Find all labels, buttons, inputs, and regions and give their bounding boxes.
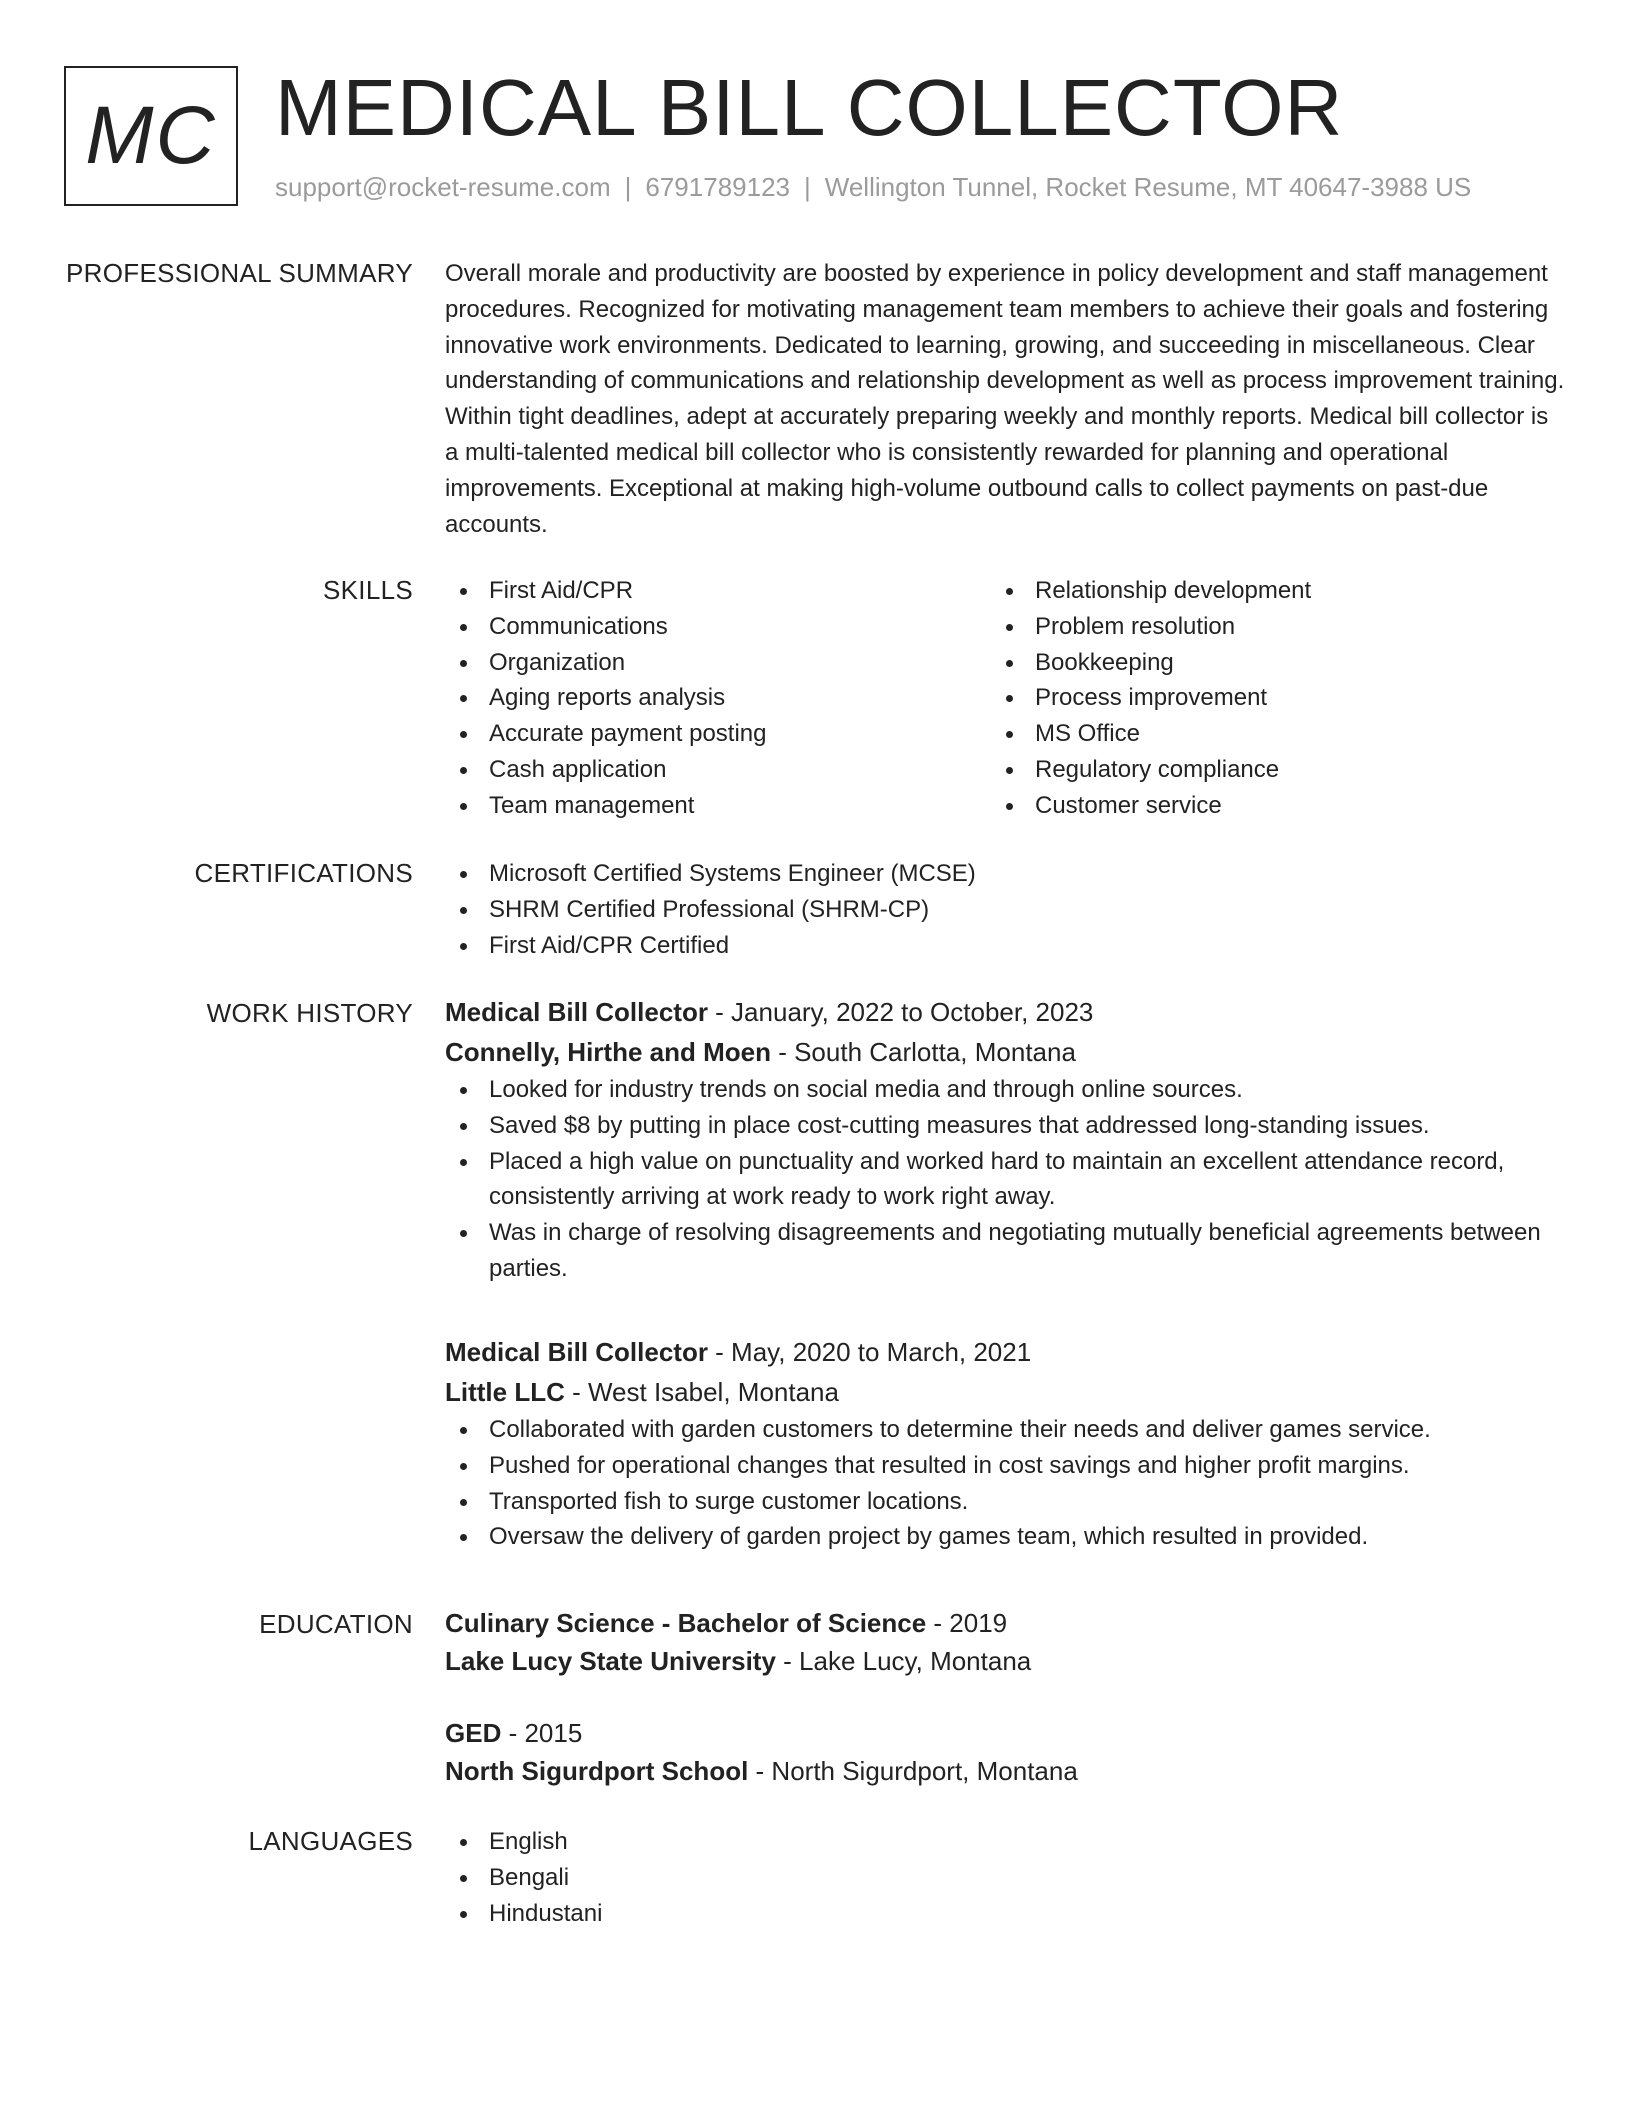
language-item: Hindustani	[445, 1896, 1565, 1932]
job-dates: - May, 2020 to March, 2021	[707, 1337, 1032, 1367]
job-duties-list	[445, 1412, 1565, 1555]
certification-item: Microsoft Certified Systems Engineer (MCSE)	[445, 856, 1565, 892]
job-duty: Was in charge of resolving disagreements and negotiating mutually beneficial agreements between parties.	[445, 1215, 1565, 1287]
job-title: Medical Bill Collector	[445, 997, 708, 1027]
contact-email[interactable]: support@rocket-resume.com	[275, 172, 611, 202]
monogram-badge: MC	[64, 66, 238, 206]
education-degree-line	[445, 1714, 1565, 1752]
contact-separator: |	[624, 172, 632, 202]
job-company-line	[445, 1032, 1565, 1072]
skill-item: Problem resolution	[991, 609, 1537, 645]
skill-item: Relationship development	[991, 573, 1537, 609]
job-company-line	[445, 1372, 1565, 1412]
language-item: Bengali	[445, 1860, 1565, 1896]
contact-line	[275, 172, 1471, 203]
job-duty: Oversaw the delivery of garden project by games team, which resulted in provided.	[445, 1519, 1565, 1555]
skills-list-right	[991, 573, 1537, 824]
job-duty: Looked for industry trends on social media and through online sources.	[445, 1072, 1565, 1108]
job-title-line	[445, 1332, 1565, 1372]
section-label-summary: PROFESSIONAL SUMMARY	[66, 258, 413, 288]
education-degree-line	[445, 1604, 1565, 1642]
section-label-skills: SKILLS	[323, 575, 413, 605]
skills-grid	[445, 573, 1565, 824]
skill-item: Bookkeeping	[991, 645, 1537, 681]
skill-item: MS Office	[991, 716, 1537, 752]
job-duty: Placed a high value on punctuality and worked hard to maintain an excellent attendance record, consistently arriving at work ready to work right away.	[445, 1144, 1565, 1216]
education-degree: GED	[445, 1718, 502, 1748]
skill-item: Accurate payment posting	[445, 716, 991, 752]
certifications-list	[445, 856, 1565, 963]
education-location: - North Sigurdport, Montana	[748, 1756, 1078, 1786]
job-company: Connelly, Hirthe and Moen	[445, 1037, 771, 1067]
job-duty: Transported fish to surge customer locations.	[445, 1484, 1565, 1520]
education-year: - 2015	[501, 1718, 583, 1748]
skill-item: Process improvement	[991, 680, 1537, 716]
resume-header	[64, 63, 1592, 210]
skill-item: Organization	[445, 645, 991, 681]
skill-item: Cash application	[445, 752, 991, 788]
education-school-line	[445, 1642, 1565, 1680]
skill-item: Team management	[445, 788, 991, 824]
job-entry	[445, 1332, 1565, 1555]
job-duty: Pushed for operational changes that resulted in cost savings and higher profit margins.	[445, 1448, 1565, 1484]
certification-item: First Aid/CPR Certified	[445, 928, 1565, 964]
skill-item: First Aid/CPR	[445, 573, 991, 609]
skill-item: Regulatory compliance	[991, 752, 1537, 788]
education-location: - Lake Lucy, Montana	[775, 1646, 1032, 1676]
job-title: Medical Bill Collector	[445, 1337, 708, 1367]
job-duties-list	[445, 1072, 1565, 1287]
job-dates: - January, 2022 to October, 2023	[707, 997, 1094, 1027]
certification-item: SHRM Certified Professional (SHRM-CP)	[445, 892, 1565, 928]
education-year: - 2019	[926, 1608, 1008, 1638]
section-label-languages: LANGUAGES	[248, 1826, 413, 1856]
skills-list-left	[445, 573, 991, 824]
education-school-line	[445, 1752, 1565, 1790]
skill-item: Customer service	[991, 788, 1537, 824]
skill-item: Aging reports analysis	[445, 680, 991, 716]
job-title-line	[445, 992, 1565, 1032]
job-location: - South Carlotta, Montana	[770, 1037, 1076, 1067]
education-school: North Sigurdport School	[445, 1756, 749, 1786]
skill-item: Communications	[445, 609, 991, 645]
contact-address: Wellington Tunnel, Rocket Resume, MT 40647-3988 US	[824, 172, 1472, 202]
language-item: English	[445, 1824, 1565, 1860]
resume-title: MEDICAL BILL COLLECTOR	[275, 63, 1344, 152]
languages-list	[445, 1824, 1565, 1931]
education-degree: Culinary Science - Bachelor of Science	[445, 1608, 927, 1638]
contact-separator: |	[804, 172, 811, 202]
education-school: Lake Lucy State University	[445, 1646, 776, 1676]
contact-phone[interactable]: 6791789123	[645, 172, 790, 202]
job-company: Little LLC	[445, 1377, 565, 1407]
section-label-education: EDUCATION	[259, 1609, 413, 1639]
job-entry	[445, 992, 1565, 1287]
summary-text: Overall morale and productivity are boosted by experience in policy development and staff management procedures. Recognized for motivating management team members to achieve their goals and fostering innovative work environments. Dedicated to learning, growing, and succeeding in miscellaneous. Clear understanding of communications and relationship development as well as process improvement training. Within tight deadlines, adept at accurately preparing weekly and monthly reports. Medical bill collector is a multi-talented medical bill collector who is consistently rewarded for planning and operational improvements. Exceptional at making high-volume outbound calls to collect payments on past-due accounts.	[445, 260, 1565, 538]
job-location: - West Isabel, Montana	[564, 1377, 839, 1407]
section-label-certifications: CERTIFICATIONS	[194, 858, 413, 888]
section-label-work: WORK HISTORY	[206, 998, 413, 1028]
job-duty: Collaborated with garden customers to determine their needs and deliver games service.	[445, 1412, 1565, 1448]
job-duty: Saved $8 by putting in place cost-cutting measures that addressed long-standing issues.	[445, 1108, 1565, 1144]
